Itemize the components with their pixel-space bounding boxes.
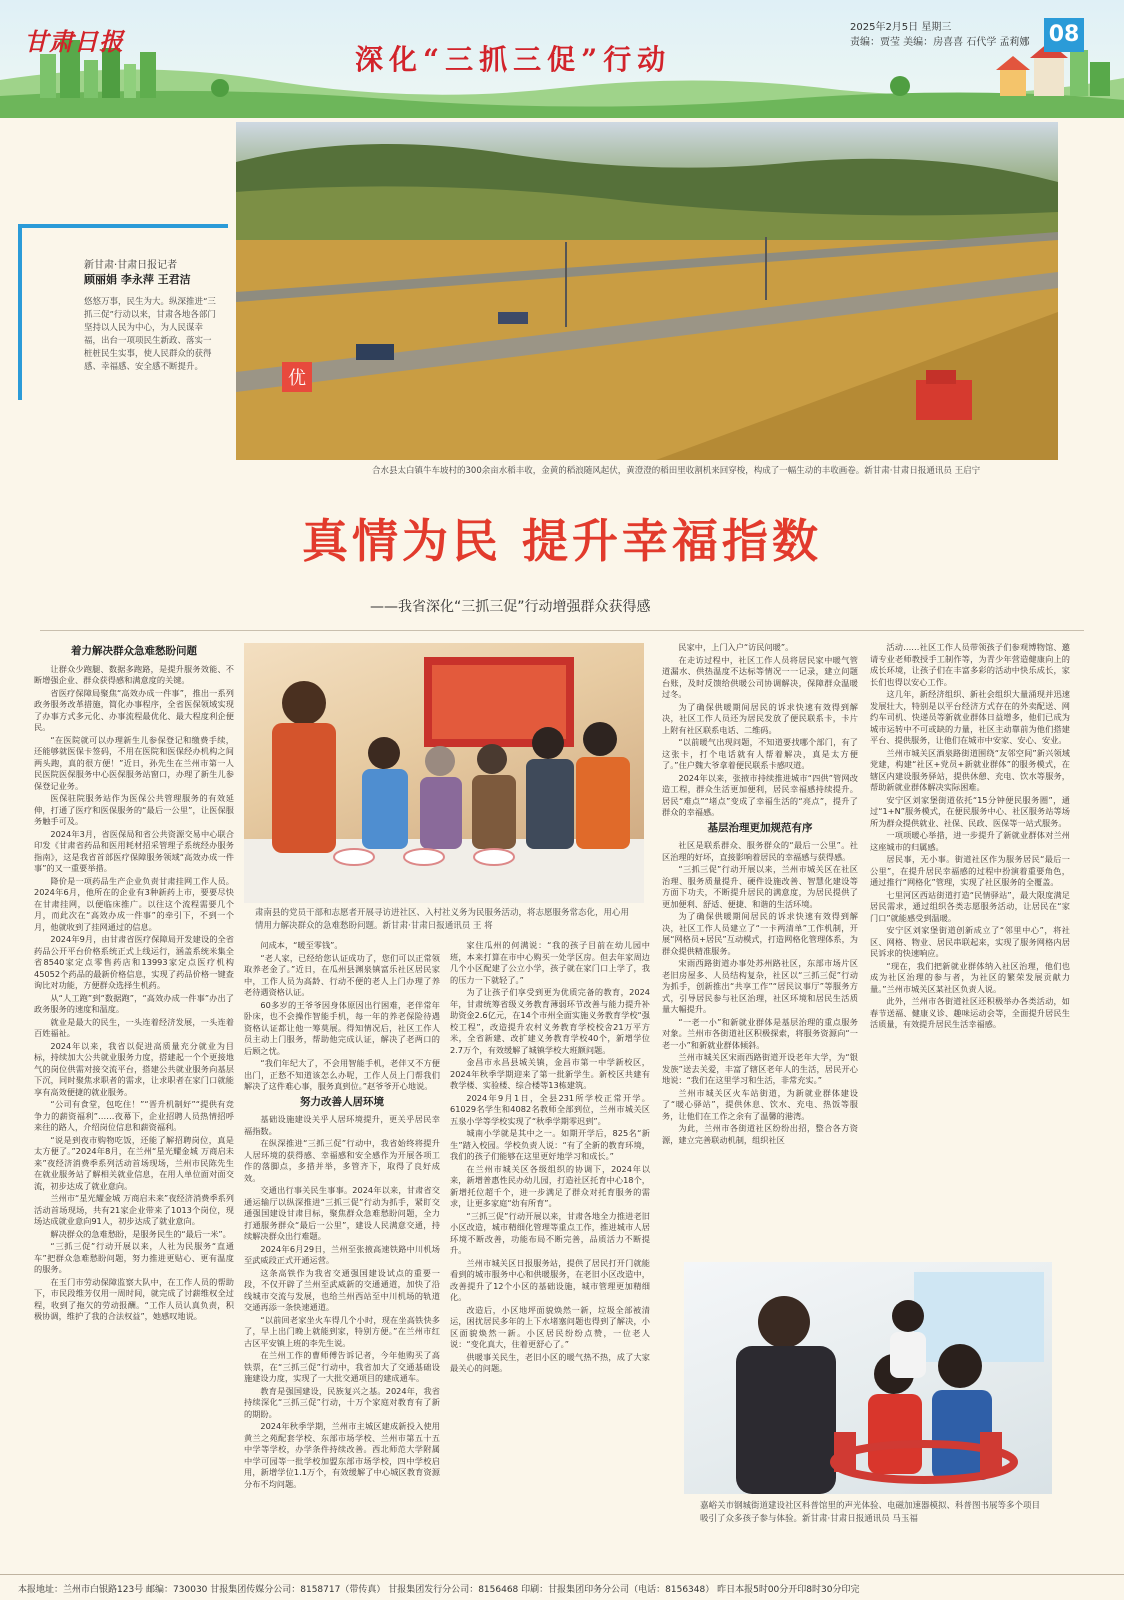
paragraph: 这条高铁作为我省交通强国建设试点的重要一段，不仅开辟了兰州至武威新的交通通道，加快了沿线城市交流与发展，也给兰州西站至中川机场的轨道交通再添一条快速通道。 (244, 1267, 440, 1312)
main-headline: 真情为民 提升幸福指数 (301, 514, 822, 568)
paragraph: “老人家，已经给您认证成功了，您们可以正常领取养老金了。”近日，在瓜州县渊泉镇富乐社区居民家中，工作人员为高龄、行动不便的老人上门办理了养老待遇资格认证。 (244, 952, 440, 997)
paragraph: “以前暖气出现问题，不知道要找哪个部门，有了这张卡，打个电话就有人帮着解决，真是太方便了。”住户魏大爷拿着便民联系卡感叹道。 (662, 737, 858, 770)
science-museum-caption: 嘉峪关市钢城街道建设社区科普馆里的声光体验、电磁加速器模拟、科普图书展等多个项目吸引了众多孩子参与体验。新甘肃·甘肃日报通讯员 马玉福 (700, 1501, 1041, 1524)
paragraph: 兰州市“星光耀金城 万商启未来”夜经济消费季系列活动首场现场，共有21家企业带来了1013个岗位，现场达成就业意向91人，初步达成了就业意向。 (34, 1193, 234, 1226)
paragraph: 供暖事关民生，老旧小区的暖气热不热，成了大家最关心的问题。 (450, 1351, 650, 1373)
volunteer-service-caption: 肃南县的党员干部和志愿者开展寻访进社区、入村社义务为民服务活动，将志愿服务常态化，用心用情用力解决群众的急难愁盼问题。新甘肃·甘肃日报通讯员 王 将 (255, 908, 630, 931)
paragraph: 2024年以来，我省以促进高质量充分就业为目标，持续加大公共就业服务力度，搭建起一个个更接地气的岗位供需对接交流平台，搭建公共就业服务向基层下沉，同时聚焦求职者的需求，让求职者在家门口就能享有高效便捷的就业服务。 (34, 1040, 234, 1097)
article-column-3 (450, 940, 650, 1570)
paragraph: 社区是联系群众、服务群众的“最后一公里”。社区治理的好坏，直接影响着居民的幸福感与获得感。 (662, 840, 858, 862)
side-bracket-top (18, 224, 228, 228)
paragraph: 这几年，新经济组织、新社会组织大量涌现并迅速发展壮大，特别是以平台经济方式存在的外卖配送、网约车司机、快递员等新就业群体日益增多，他们已成为城市运转中不可或缺的力量，社区主动靠前为他们搭建平台、提供服务，让他们在城市中安家、安心、安业。 (870, 689, 1070, 745)
paragraph: 为了确保供暖期间居民的诉求快速有效得到解决，社区工作人员建立了“一卡两清单”工作机制，开展“网格员+居民”互动模式，打造网格化管理体系，为群众提供精准服务。 (662, 911, 858, 956)
issue-date: 2025年2月5日 星期三 (850, 22, 952, 33)
issue-info (850, 20, 1030, 50)
paragraph: 民家中，上门入户“访民问暖”。 (678, 642, 794, 652)
paragraph: 安宁区刘家堡街道创新成立了“邻里中心”，将社区、网格、物业、居民串联起来，实现了服务网格内居民诉求的快速响应。 (870, 925, 1070, 958)
section-heading-2: 努力改善人居环境 (300, 1095, 384, 1108)
paragraph: 教育是强国建设，民族复兴之基。2024年，我省持续深化“三抓三促”行动，十万个家庭对教育有了新的期盼。 (244, 1385, 440, 1419)
volunteer-service-photo (244, 643, 644, 903)
paragraph: 医保驻院服务站作为医保公共管理服务的有效延伸，打通了医疗和医保服务的“最后一公里”，让医保服务触手可及。 (34, 793, 234, 826)
paragraph: 2024年秋季学期，兰州市主城区建成新投入使用黄兰之苑配套学校、东部市场学校、兰州市第五十五中学等学校，办学条件持续改善。西北师范大学附属中学可园等一批学校加盟东部市场学校，四中学校启用，新增学位1.1万个，有效缓解了中心城区教育资源分布不均问题。 (244, 1421, 440, 1489)
paragraph: “三抓三促”行动开展以来，人社为民服务“直通车”把群众急难愁盼问题，努力推进更贴心、更有温度的服务。 (34, 1241, 234, 1274)
section-heading-3: 基层治理更加规范有序 (707, 821, 813, 834)
paragraph: 为了让孩子们享受到更为优质完备的教育，2024年，甘肃统筹省级义务教育薄弱环节改善与能力提升补助资金2.6亿元，在14个市州全面实施义务教育学校“强校工程”，改造提升农村义务教育学校校舍21万平方米，全省新建、改扩建义务教育学校40个，新增学位2.7万个，有效缓解了城镇学校大班额问题。 (450, 987, 650, 1055)
paragraph: 在走访过程中，社区工作人员将居民家中暖气管道漏水、供热温度不达标等情况一一记录，建立问题台账，及时反馈给供暖公司协调解决，保障群众温暖过冬。 (662, 654, 858, 699)
science-museum-illustration (684, 1262, 1052, 1494)
volunteer-service-illustration (244, 643, 644, 903)
paragraph: 在兰州市城关区各级组织的协调下，2024年以来，新增普惠性民办幼儿园，打造社区托育中心18个，新增托位超千个，进一步满足了群众对托育服务的需求，让更多家庭“幼有所育”。 (450, 1163, 650, 1208)
subheadline: ——我省深化“三抓三促”行动增强群众获得感 (370, 599, 651, 615)
article-lead: 悠悠万事，民生为大。纵深推进“三抓三促”行动以来，甘肃各地各部门坚持以人民为中心，为人民谋幸福，出台一项项民生新政、落实一桩桩民生实事，使人民群众的获得感、幸福感、安全感不断提升。 (84, 297, 216, 372)
paragraph: 一项项暖心举措，进一步提升了新就业群体对兰州这座城市的归属感。 (870, 830, 1070, 852)
paragraph: “三抓三促”行动开展以来，甘肃各地全力推进老旧小区改造，城市精细化管理等重点工作，推进城市人居环境不断改善，功能布局不断完善，品质活力不断提升。 (450, 1210, 650, 1255)
headline-divider (40, 630, 1084, 631)
paragraph: “在医院就可以办理新生儿参保登记和缴费手续，还能够就医保卡签码，不用在医院和医保经办机构之间两头跑，真的很方便！”近日，孙先生在兰州市第一人民医院医保服务中心医保服务站窗口，办理了新生儿参保登记业务。 (34, 734, 234, 791)
paragraph: 交通出行事关民生事事。2024年以来，甘肃省交通运输厅以纵深推进“三抓三促”行动为抓手，紧盯交通强国建设甘肃目标，聚焦群众急难愁盼问题，全力打通服务群众“最后一公里”，建设人民满意交通，持续解决群众出行难题。 (244, 1185, 440, 1241)
paragraph: 为此，兰州市各街道社区纷纷出招，整合各方资源，建立完善联动机制，组织社区 (662, 1123, 858, 1145)
paragraph: 降价是一项药品生产企业负责甘肃挂网工作人员。2024年6月，他所在的企业有3种新药上市，要要尽快在甘肃挂网，以便临床推广。以往这个流程需要几个月，而此次在“高效办成一件事”的牵引下，不到一个月，他就收到了挂网通过的信息。 (34, 875, 234, 932)
article-column-1 (34, 642, 234, 1570)
paragraph: 兰州市城关区酒泉路街道围绕“友邻空间”新兴领域党建，构建“社区+党员+新就业群体”的服务模式，在辖区内建设服务驿站，提供休憩、充电、饮水等服务，帮助新就业群体解决实际困难。 (870, 747, 1070, 792)
paragraph: 此外，兰州市各街道社区还积极举办各类活动，如春节送福、健康义诊、趣味运动会等，全面提升居民生活质量，有效提升居民生活幸福感。 (870, 996, 1070, 1029)
paragraph: 活动……社区工作人员带领孩子们参观博物馆、邀请专业老师教授手工制作等，为青少年营造健康向上的成长环境，让孩子们在丰富多彩的活动中快乐成长，家长们也得以安心工作。 (870, 642, 1070, 687)
harvest-photo-caption: 合水县太白镇牛车坡村的300余亩水稻丰收，金黄的稻浪随风起伏，黄澄澄的稻田里收割机来回穿梭，构成了一幅生动的丰收画卷。新甘肃·甘肃日报通讯员 王启宁 (372, 466, 981, 476)
paragraph: 兰州市城关区宋雨西路街道开设老年大学，为“银发族”送去关爱，丰富了辖区老年人的生活，居民开心地说：“我们在这里学习和生活，非常充实。” (662, 1052, 858, 1085)
paragraph: 宋雨西路街道办事处苏州路社区，东部市场片区老旧房屋多、人员结构复杂，社区以“三抓三促”行动为抓手，创新推出“共享工作”“居民议事厅”等服务方式，引导居民参与社区治理，社区环境和居民生活质量大幅提升。 (662, 958, 858, 1014)
paragraph: “公司有食堂，包吃住！”“晋升机制好”“提供有竞争力的薪资福利”……夜幕下，企业招聘人员热情招呼来往的路人，介绍岗位信息和薪资福利。 (34, 1099, 234, 1132)
section-title: 深化“三抓三促”行动 (355, 43, 672, 76)
paragraph: 2024年9月，由甘肃省医疗保障局开发建设的全省药品公开平台价格系统正式上线运行，涵盖系统米集全省8540家定点零售药店和13993家定点医疗机构45052个药品的最新价格信息，实现了药品价格一键查询比对功能，方便群众选择生机药。 (34, 934, 234, 990)
paragraph: “以前回老家坐火车得几个小时，现在坐高铁快多了，早上出门晚上就能到家，特别方便。”在兰州市红古区平安镇上班的李先生说。 (244, 1314, 440, 1348)
paragraph: 2024年以来，张掖市持续推进城市“四供”管网改造工程，群众生活更加便利，居民幸福感持续提升。居民“难点”“堵点”变成了幸福生活的“亮点”，提升了群众的幸福感。 (662, 772, 858, 817)
paragraph: 2024年9月1日，全县231所学校正常开学。61029名学生和4082名教师全部到位，兰州市城关区五泉小学等学校实现了“秋季学期零迟到”。 (450, 1092, 650, 1126)
paragraph: 从“人工跑”到“数据跑”，“高效办成一件事”办出了政务服务的速度和温度。 (34, 992, 234, 1014)
newspaper-logo: 甘肃日报 (24, 27, 124, 56)
side-bracket-left (18, 224, 22, 400)
paragraph: 2024年3月，省医保局和省公共资源交易中心联合印发《甘肃省药品和医用耗材招采管理子系统经办服务指南》，这是我省首部医疗保障服务领域“高效办成一件事”的又一重要举措。 (34, 828, 234, 873)
paragraph: “现在，我们把新就业群体纳入社区治理，他们也成为社区治理的参与者，为社区的繁荣发展贡献力量。”兰州市城关区某社区负责人说。 (870, 960, 1070, 994)
paragraph: 兰州市城关区日报服务站，提供了居民打开门就能看到的城市服务中心和供暖服务，在老旧小区改造中，改善提升了12个小区的基础设施，城市管理更加精细化。 (450, 1257, 650, 1302)
paragraph: 2024年6月29日，兰州至张掖高速铁路中川机场至武威段正式开通运营。 (244, 1243, 440, 1265)
footer-info: 本报地址：兰州市白银路123号 邮编：730030 甘报集团传媒分公司：8158717（带传真） 甘报集团发行分公司：8156468 印刷：甘报集团印务分公司（电话：8156348） 昨日本报5时00分开印8时30分印完 (0, 1574, 1124, 1600)
paragraph: 问成本，“暖至零钱”。 (260, 940, 343, 950)
paragraph: 城南小学就是其中之一。如期开学后，825名“新生”踏入校园。学校负责人说：“有了全新的教育环境，我们的孩子们能够在这里更好地学习和成长。” (450, 1128, 650, 1161)
article-column-2 (244, 940, 440, 1570)
paragraph: 在玉门市劳动保障监察大队中，在工作人员的帮助下，市民段维芳仅用一周时间，就完成了讨薪维权全过程，收到了拖欠的劳动报酬。“工作人员认真负责，积极协调，维护了我的合法权益”，她感叹地说。 (34, 1276, 234, 1321)
paragraph: 改造后，小区地坪面貌焕然一新，垃圾全部被清运，困扰居民多年的上下水堵塞问题也得到了解决，小区面貌焕然一新。小区居民纷纷点赞，一位老人说：“变化真大，住着更舒心了。” (450, 1304, 650, 1349)
masthead (0, 0, 1124, 118)
paragraph: 家住瓜州的何满说：“我的孩子目前在幼儿园中班，本来打算在市中心购买一处学区房。但去年家周边几个小区配建了公立小学，孩子就在家门口上学了，我的压力一下就轻了。” (450, 940, 650, 985)
editor-credits: 责编：贾莹 美编：房喜喜 石代学 孟莉娜 (850, 37, 1030, 48)
paragraph: 居民事，无小事。街道社区作为服务居民“最后一公里”，在提升居民幸福感的过程中扮演着重要角色，通过推行“网格化”管理，实现了社区服务的全覆盖。 (870, 854, 1070, 887)
paragraph: 就业是最大的民生，一头连着经济发展，一头连着百姓福祉。 (34, 1016, 234, 1038)
byline-intro: 新甘肃·甘肃日报记者 (84, 260, 178, 271)
harvest-photo-illustration (236, 122, 1058, 460)
paragraph: 七里河区西站街道打造“民情驿站”，最大限度满足居民需求，通过组织各类志愿服务活动，让居民在“家门口”就能感受到温暖。 (870, 889, 1070, 923)
paragraph: 60多岁的王爷爷因身体原因出行困难，老伴常年卧床，也不会操作智能手机，每一年的养老保险待遇资格认证都让他一筹莫展。得知情况后，社区工作人员主动上门服务，帮助他完成认证，解决了老两口的后顾之忧。 (244, 999, 440, 1056)
paragraph: 兰州市城关区火车站街道，为新就业群体建设了“暖心驿站”，提供休息、饮水、充电、热饭等服务，让他们在工作之余有了温馨的港湾。 (662, 1087, 858, 1121)
reporter-names: 顾丽娟 李永萍 王君洁 (84, 273, 191, 286)
paragraph: 基础设施建设关乎人居环境提升，更关乎居民幸福指数。 (244, 1114, 440, 1136)
paragraph: “我们年纪大了，不会用智能手机，老伴又不方便出门，正愁不知道该怎么办呢，工作人员上门帮我们解决了这件难心事，服务真到位。”赵爷爷开心地说。 (244, 1058, 440, 1091)
page-number-badge: 08 (1044, 18, 1084, 52)
paragraph: 为了确保供暖期间居民的诉求快速有效得到解决，社区工作人员还为居民发放了便民联系卡，卡片上附有社区联系电话、二维码。 (662, 701, 858, 735)
paragraph: 金昌市永昌县城关镇，金昌市第一中学新校区，2024年秋季学期迎来了第一批新学生。新校区共建有教学楼、实验楼、综合楼等13栋建筑。 (450, 1057, 650, 1090)
field-sign-text: 优 (288, 368, 306, 389)
paragraph: 让群众少跑腿、数据多跑路，是提升服务效能、不断增强企业、群众获得感和满意度的关键。 (34, 663, 234, 685)
section-heading-1: 着力解决群众急难愁盼问题 (71, 645, 197, 657)
paragraph: 解决群众的急难愁盼，是服务民生的“最后一米”。 (50, 1228, 231, 1239)
paragraph: “一老一小”和新就业群体是基层治理的重点服务对象。兰州市各街道社区积极探索，将服务资源向“一老一小”和新就业群体倾斜。 (662, 1016, 858, 1050)
paragraph: 在兰州工作的曹师傅告诉记者，今年他购买了高铁票，在“三抓三促”行动中，我省加大了交通基础设施建设力度，实现了一大批交通项目的建成通车。 (244, 1350, 440, 1383)
paragraph: 安宁区刘家堡街道依托“15分钟便民服务圈”，通过“1+N”服务模式，在便民服务中心、社区服务站等场所为群众提供就业、社保、民政、医保等一站式服务。 (870, 794, 1070, 828)
paragraph: “三抓三促”行动开展以来，兰州市城关区在社区治理、服务质量提升、硬件设施改善、智慧化建设等方面下功夫，不断提升居民的满意度，为居民提供了更加便利、舒适、便捷、和谐的生活环境。 (662, 864, 858, 909)
paragraph: “说是到夜市购物吃饭，还能了解招聘岗位，真是太方便了。”2024年8月，在兰州“星光耀金城 万商启未来”夜经济消费季系列活动首场现场，兰州市民陈先生在就业服务站了解相关就业信息，在用人单位面对面交流，初步达成了就业意向。 (34, 1134, 234, 1191)
paragraph: 在纵深推进“三抓三促”行动中，我省始终将提升人居环境的获得感、幸福感和安全感作为开展各项工作的落脚点，多措并举，多管齐下，取得了良好成效。 (244, 1138, 440, 1183)
article-column-4 (662, 642, 858, 1254)
harvest-photo (236, 122, 1058, 460)
science-museum-photo (684, 1262, 1052, 1494)
article-column-5 (870, 642, 1070, 1254)
paragraph: 省医疗保障局聚焦“高效办成一件事”，推出一系列政务服务改革措施，简化办事程序，全省医保领域实现了办事方式多元化、办事流程最优化、最大程度利企便民。 (34, 687, 234, 732)
